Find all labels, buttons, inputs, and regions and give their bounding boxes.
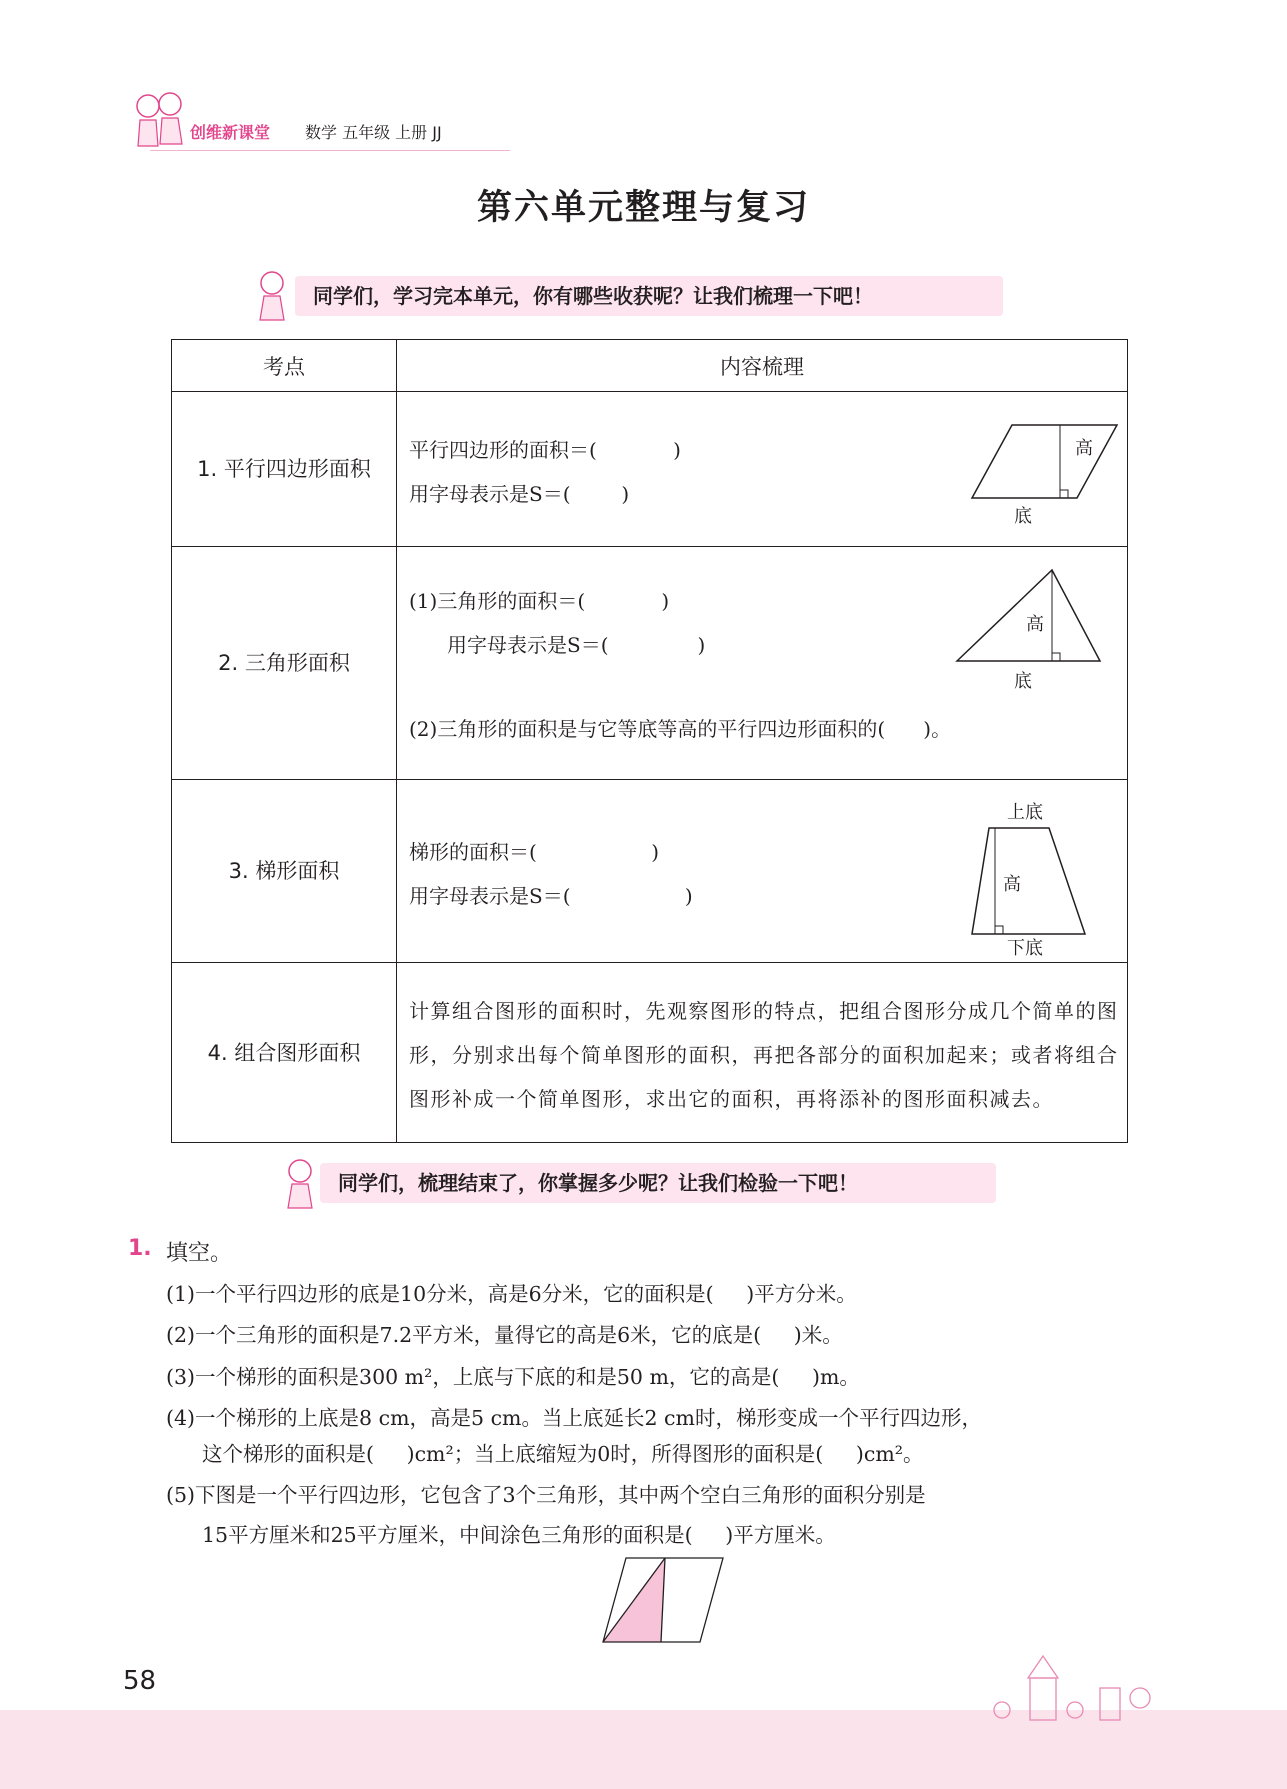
header-brand: 创维新课堂 [190,123,271,142]
table-row [172,392,1128,547]
table-row [172,547,1128,780]
content-line: 平行四边形的面积＝( ) [409,438,681,462]
content-line: 梯形的面积＝( ) [409,840,660,864]
header-topic: 考点 [172,340,397,392]
shaded-parallelogram-figure [598,1555,728,1645]
question-number: 1. [128,1236,152,1261]
question-item: (2)一个三角形的面积是7.2平方米，量得它的高是6米，它的底是( )米。 [166,1323,843,1347]
question-item: 15平方厘米和25平方厘米，中间涂色三角形的面积是( )平方厘米。 [202,1523,836,1547]
label-height: 高 [1075,438,1093,459]
page-number: 58 [123,1666,157,1696]
label-base: 底 [1014,671,1032,692]
girl-mascot-icon [278,1156,323,1214]
parallelogram-figure [967,420,1137,530]
castle-decoration-icon [990,1648,1170,1728]
topic-composite: 4. 组合图形面积 [172,963,397,1143]
content-line: (1)三角形的面积＝( ) [409,589,670,613]
table-row [172,780,1128,963]
review-table [171,339,1128,1143]
content-composite: 计算组合图形的面积时，先观察图形的特点，把组合图形分成几个简单的图形，分别求出每个简单图形的面积，再把各部分的面积加起来；或者将组合图形补成一个简单图形，求出它的面积，再将添补的图形面积减去。 [397,963,1128,1143]
header-mascots-icon [130,88,190,158]
label-height: 高 [1003,874,1021,895]
question-item: (1)一个平行四边形的底是10分米，高是6分米，它的面积是( )平方分米。 [166,1282,857,1306]
label-top-base: 上底 [1007,802,1043,823]
page-title: 第六单元整理与复习 [476,188,810,228]
label-height: 高 [1026,614,1044,635]
content-trapezoid [397,780,1128,963]
content-parallelogram [397,392,1128,547]
content-line: 用字母表示是S＝( ) [447,633,706,657]
triangle-figure [952,565,1122,695]
label-base: 底 [1014,506,1032,527]
content-line: 用字母表示是S＝( ) [409,482,630,506]
intro-bubble: 同学们，学习完本单元，你有哪些收获呢？让我们梳理一下吧！ [295,276,1003,316]
check-bubble: 同学们，梳理结束了，你掌握多少呢？让我们检验一下吧！ [320,1163,996,1203]
header-content: 内容梳理 [397,340,1128,392]
question-item: (4)一个梯形的上底是8 cm，高是5 cm。当上底延长2 cm时，梯形变成一个平行四边形， [166,1406,982,1430]
table-header-row [172,340,1128,392]
topic-parallelogram: 1. 平行四边形面积 [172,392,397,547]
header-divider [150,150,510,151]
girl-mascot-icon [250,268,295,326]
content-line: (2)三角形的面积是与它等底等高的平行四边形面积的( )。 [409,717,952,741]
topic-trapezoid: 3. 梯形面积 [172,780,397,963]
content-line: 用字母表示是S＝( ) [409,884,693,908]
content-triangle [397,547,1128,780]
trapezoid-figure [967,798,1117,958]
question-item: (3)一个梯形的面积是300 m²，上底与下底的和是50 m，它的高是( )m。 [166,1365,860,1389]
question-item: (5)下图是一个平行四边形，它包含了3个三角形，其中两个空白三角形的面积分别是 [166,1483,926,1507]
table-row [172,963,1128,1143]
label-bottom-base: 下底 [1007,938,1043,958]
topic-triangle: 2. 三角形面积 [172,547,397,780]
question-heading: 填空。 [166,1241,233,1266]
header-subtitle: 数学 五年级 上册 JJ [305,123,442,142]
question-item: 这个梯形的面积是( )cm²；当上底缩短为0时，所得图形的面积是( )cm²。 [202,1442,924,1466]
